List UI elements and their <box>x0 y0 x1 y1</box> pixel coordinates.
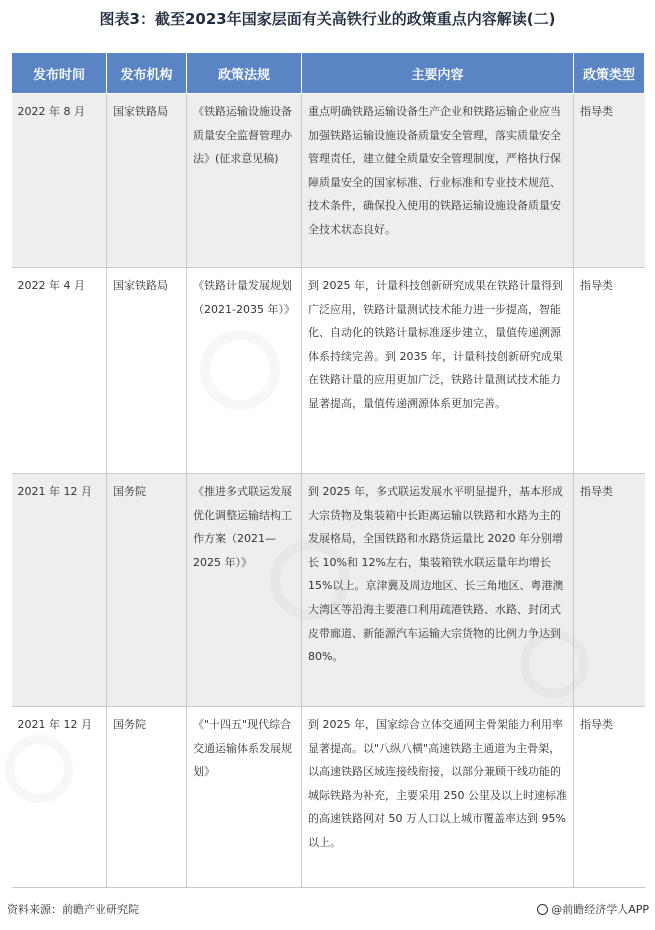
brand-logo-icon <box>537 904 548 915</box>
watermark-logo-icon <box>200 330 280 410</box>
cell-policy: 《铁路运输设施设备质量安全监督管理办法》(征求意见稿) <box>187 94 302 268</box>
header-content: 主要内容 <box>302 53 574 94</box>
policy-table <box>11 52 645 888</box>
cell-content: 到 2025 年，国家综合立体交通网主骨架能力利用率显著提高。以"八纵八横"高速铁路主通道为主骨架，以高速铁路区域连接线衔接，以部分兼顾干线功能的城际铁路为补充，主要采用 250 公里及以上时速标准的高速铁路网对 50 万人口以上城市覆盖率达到 95%以上。 <box>302 707 574 888</box>
watermark-logo-icon <box>520 630 588 698</box>
header-date: 发布时间 <box>12 53 107 94</box>
cell-agency: 国务院 <box>107 707 187 888</box>
cell-type: 指导类 <box>574 268 645 474</box>
cell-content: 到 2025 年，计量科技创新研究成果在铁路计量得到广泛应用，铁路计量测试技术能力进一步提高，智能化、自动化的铁路计量标准逐步建立，量值传递溯源体系持续完善。到 2035 年，计量科技创新研究成果在铁路计量的应用更加广泛，铁路计量测试技术能力显著提高，量值传递溯源体系更加完善。 <box>302 268 574 474</box>
cell-policy: 《推进多式联运发展优化调整运输结构工作方案（2021—2025 年）》 <box>187 474 302 707</box>
watermark-logo-icon <box>5 735 73 803</box>
cell-type: 指导类 <box>574 474 645 707</box>
source-note: 资料来源：前瞻产业研究院 <box>7 903 139 916</box>
chart-title: 图表3：截至2023年国家层面有关高铁行业的政策重点内容解读(二) <box>99 10 556 28</box>
cell-date: 2021 年 12 月 <box>12 474 107 707</box>
brand-credit <box>537 901 649 917</box>
cell-content: 到 2025 年，多式联运发展水平明显提升，基本形成大宗货物及集装箱中长距离运输以铁路和水路为主的发展格局，全国铁路和水路货运量比 2020 年分别增长 10%和 12%左右，集装箱铁水联运量年均增长 15%以上。京津冀及周边地区、长三角地区、粤港澳大湾区等沿海主要港口利用疏港铁路、水路、封闭式皮带廊道、新能源汽车运输大宗货物的比例力争达到 80%。 <box>302 474 574 707</box>
cell-date: 2022 年 8 月 <box>12 94 107 268</box>
cell-agency: 国家铁路局 <box>107 94 187 268</box>
header-policy: 政策法规 <box>187 53 302 94</box>
cell-date: 2022 年 4 月 <box>12 268 107 474</box>
cell-policy: 《铁路计量发展规划（2021-2035 年）》 <box>187 268 302 474</box>
table-header-row <box>12 53 645 94</box>
cell-agency: 国务院 <box>107 474 187 707</box>
header-agency: 发布机构 <box>107 53 187 94</box>
header-type: 政策类型 <box>574 53 645 94</box>
brand-label: @前瞻经济学人APP <box>551 903 649 916</box>
table-row <box>12 268 645 474</box>
cell-policy: 《"十四五"现代综合交通运输体系发展规划》 <box>187 707 302 888</box>
cell-date: 2021 年 12 月 <box>12 707 107 888</box>
cell-content: 重点明确铁路运输设备生产企业和铁路运输企业应当加强铁路运输设施设备质量安全管理，落实质量安全管理责任，建立健全质量安全管理制度，严格执行保障质量安全的国家标准、行业标准和专业技术规范、技术条件，确保投入使用的铁路运输设施设备质量安全技术状态良好。 <box>302 94 574 268</box>
cell-type: 指导类 <box>574 94 645 268</box>
cell-type: 指导类 <box>574 707 645 888</box>
table-row <box>12 707 645 888</box>
watermark-logo-icon <box>270 540 350 620</box>
table-row <box>12 94 645 268</box>
cell-agency: 国家铁路局 <box>107 268 187 474</box>
